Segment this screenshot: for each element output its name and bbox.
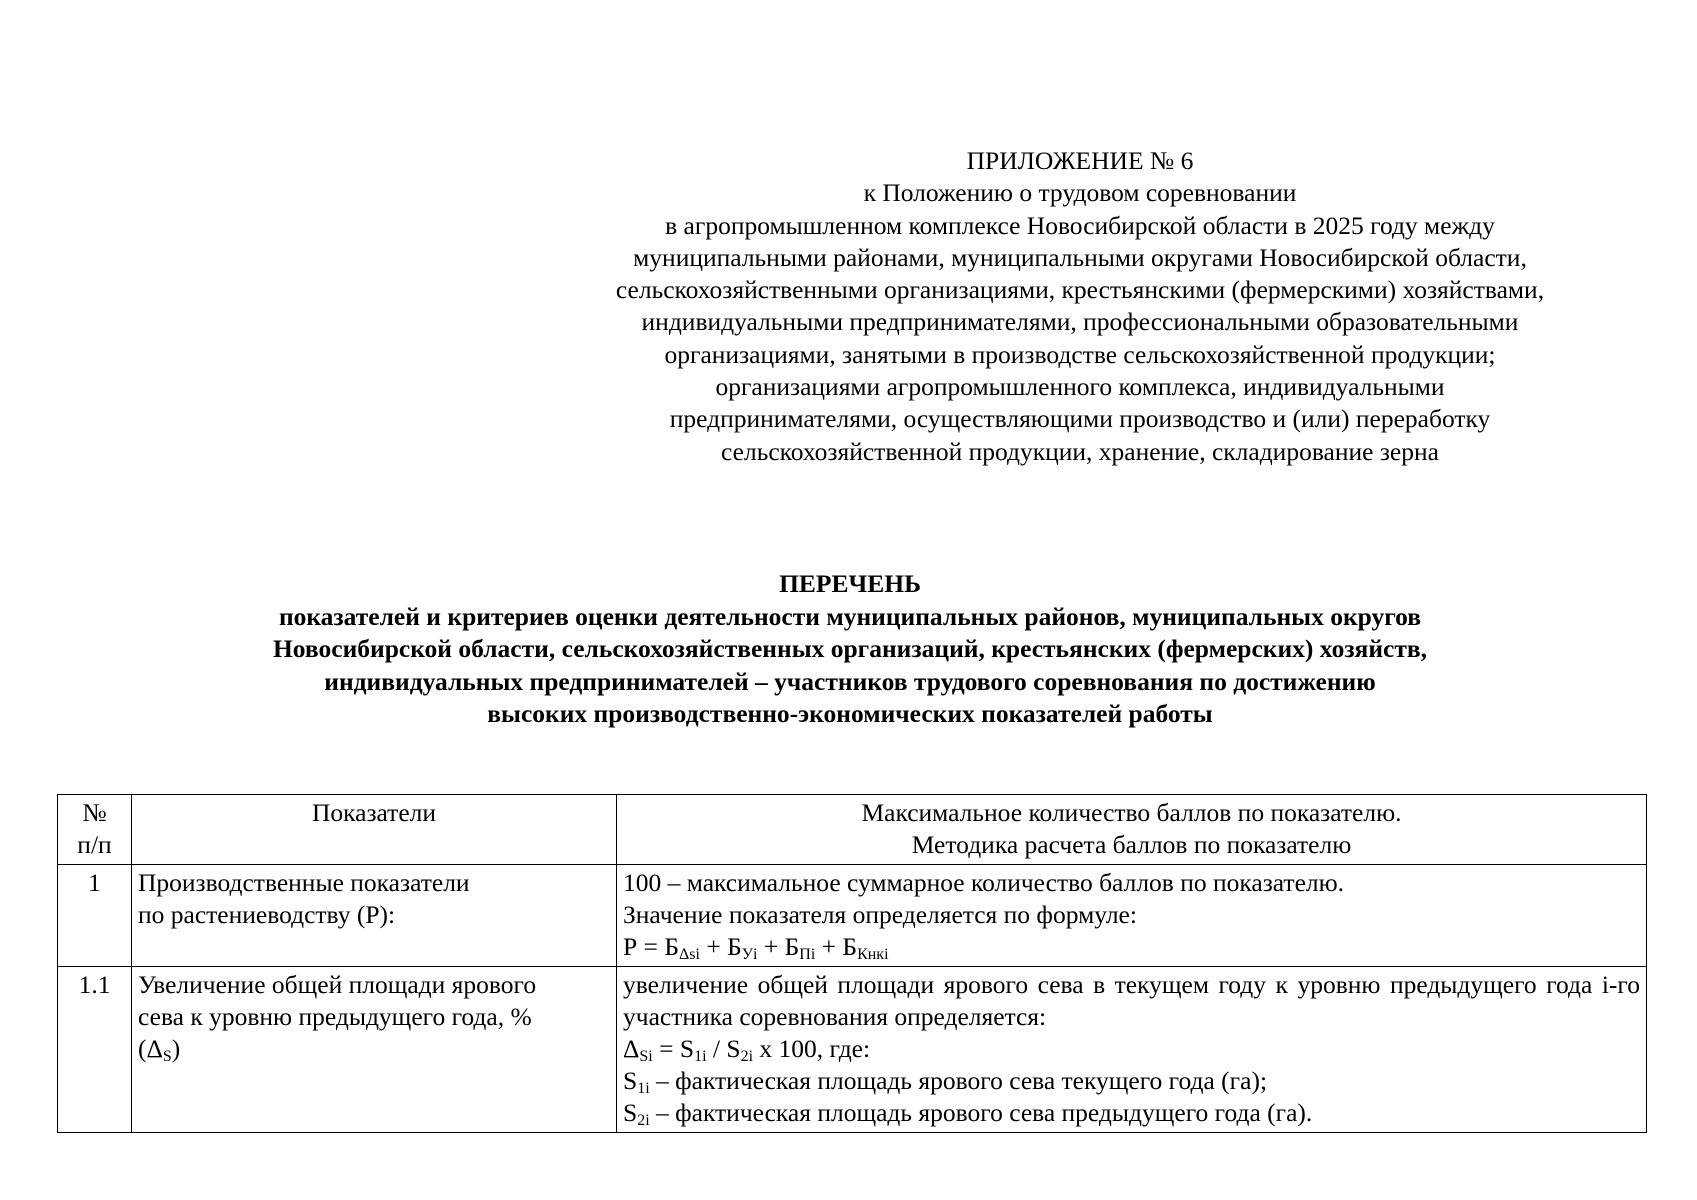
formula-part: + Б xyxy=(699,932,742,961)
indicator-line: по растениеводству (Р): xyxy=(138,900,396,929)
formula-part: + Б xyxy=(815,932,858,961)
appendix-line: к Положению о трудовом соревновании xyxy=(863,178,1297,208)
formula-subscript: Пi xyxy=(799,946,816,963)
row-number: 1 xyxy=(58,865,132,967)
row-number: 1.1 xyxy=(58,967,132,1133)
appendix-line: организациями, занятыми в производстве сельскохозяйственной продукции; xyxy=(664,339,1496,369)
variable-definition xyxy=(623,1065,1640,1097)
indicator-line: Увеличение общей площади ярового xyxy=(138,970,537,999)
title-line: индивидуальных предпринимателей – участников трудового соревнования по достижению xyxy=(324,666,1376,696)
row-method xyxy=(617,865,1647,967)
method-line: 100 – максимальное суммарное количество баллов по показателю. xyxy=(623,868,1345,897)
variable-text: – фактическая площадь ярового сева предыдущего года (га). xyxy=(649,1098,1313,1127)
variable-symbol: S xyxy=(623,1066,638,1095)
header-number-abbr: п/п xyxy=(77,830,112,859)
row-method xyxy=(617,967,1647,1133)
header-method-line: Методика расчета баллов по показателю xyxy=(911,830,1352,859)
method-line: Значение показателя определяется по формуле: xyxy=(623,900,1137,929)
formula-subscript: 2i xyxy=(740,1048,754,1065)
formula-part: х 100, где: xyxy=(753,1034,871,1063)
formula-part: / S xyxy=(706,1034,741,1063)
symbol-part: (Δ xyxy=(138,1034,163,1063)
appendix-line: ПРИЛОЖЕНИЕ № 6 xyxy=(966,146,1194,175)
symbol-part: ) xyxy=(171,1034,181,1063)
method-text: увеличение общей площади ярового сева в текущем году к уровню предыдущего года i-го участника соревнования определяется: xyxy=(623,970,1640,1031)
row-indicator xyxy=(132,865,617,967)
formula-part: Р = Б xyxy=(623,932,679,961)
formula-part: = S xyxy=(652,1034,695,1063)
appendix-line: сельскохозяйственной продукции, хранение, складирование зерна xyxy=(721,436,1439,466)
header-method xyxy=(617,795,1647,865)
appendix-line: сельскохозяйственными организациями, крестьянскими (фермерскими) хозяйствами, xyxy=(615,275,1545,305)
title-line: показателей и критериев оценки деятельности муниципальных районов, муниципальных округов xyxy=(278,601,1422,631)
formula xyxy=(623,931,1640,963)
variable-subscript: 1i xyxy=(637,1080,650,1097)
title-line: высоких производственно-экономических показателей работы xyxy=(487,699,1213,728)
variable-definition xyxy=(623,1097,1640,1129)
formula-part: Δ xyxy=(623,1034,640,1063)
indicator-line: сева к уровню предыдущего года, % xyxy=(138,1002,532,1031)
header-method-line: Максимальное количество баллов по показателю. xyxy=(861,798,1402,827)
formula-subscript: Δsi xyxy=(678,946,700,963)
appendix-line: предпринимателями, осуществляющими производство и (или) переработку xyxy=(669,404,1491,434)
formula-subscript: Si xyxy=(639,1048,653,1065)
variable-subscript: 2i xyxy=(637,1112,650,1129)
symbol-subscript: S xyxy=(162,1048,172,1065)
formula-subscript: Кнкi xyxy=(857,946,889,963)
appendix-line: организациями агропромышленного комплекса, индивидуальными xyxy=(715,372,1445,402)
formula xyxy=(623,1033,1640,1065)
document-title xyxy=(60,568,1640,731)
indicators-table xyxy=(57,794,1647,1133)
table-row xyxy=(58,865,1647,967)
indicator-line: Производственные показатели xyxy=(138,868,470,897)
indicator-symbol xyxy=(138,1033,610,1065)
table-row xyxy=(58,967,1647,1133)
header-indicators: Показатели xyxy=(132,795,617,865)
formula-subscript: 1i xyxy=(694,1048,707,1065)
appendix-line: индивидуальными предпринимателями, профессиональными образовательными xyxy=(641,307,1519,337)
title-line: Новосибирской области, сельскохозяйственных организаций, крестьянских (фермерских) хозяйств, xyxy=(272,634,1428,663)
title-heading: ПЕРЕЧЕНЬ xyxy=(779,569,921,598)
header-number-symbol: № xyxy=(82,798,107,827)
header-number xyxy=(58,795,132,865)
variable-symbol: S xyxy=(623,1098,638,1127)
row-indicator xyxy=(132,967,617,1133)
table-header-row xyxy=(58,795,1647,865)
formula-subscript: Уi xyxy=(741,946,758,963)
variable-text: – фактическая площадь ярового сева текущего года (га); xyxy=(649,1066,1268,1095)
appendix-header xyxy=(580,145,1580,468)
appendix-line: муниципальными районами, муниципальными округами Новосибирской области, xyxy=(633,242,1527,272)
formula-part: + Б xyxy=(757,932,800,961)
appendix-line: в агропромышленном комплексе Новосибирской области в 2025 году между xyxy=(665,210,1495,240)
